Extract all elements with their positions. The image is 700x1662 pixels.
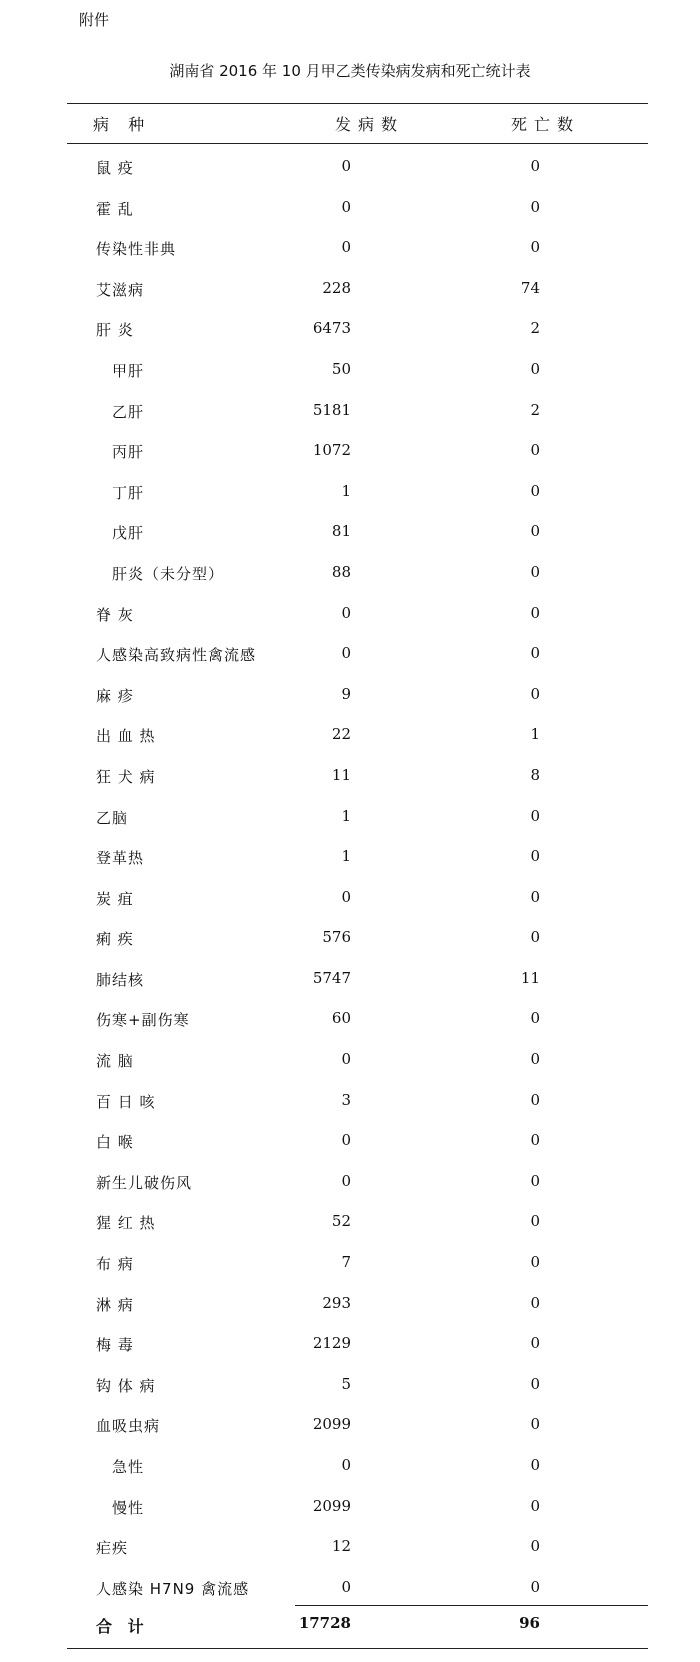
deaths-value: 11 [520, 968, 540, 987]
header-cases: 发病数 [335, 115, 405, 134]
deaths-value: 0 [530, 1496, 540, 1515]
header-rule [67, 143, 648, 144]
deaths-value: 0 [530, 1253, 540, 1272]
deaths-value: 0 [530, 359, 540, 378]
table-row [0, 1283, 700, 1324]
deaths-value: 0 [530, 1577, 540, 1596]
deaths-value: 2 [530, 319, 540, 338]
cases-value: 50 [331, 359, 351, 378]
disease-name: 出 血 热 [96, 727, 156, 746]
deaths-value: 0 [530, 1374, 540, 1393]
cases-value: 12 [331, 1537, 351, 1556]
deaths-value: 0 [530, 157, 540, 175]
disease-name: 猩 红 热 [96, 1214, 156, 1233]
cases-value: 293 [322, 1293, 351, 1312]
deaths-value: 0 [530, 1090, 540, 1109]
cases-value: 9 [341, 684, 351, 703]
cases-value: 7 [341, 1253, 351, 1272]
table-row [0, 390, 700, 431]
disease-name: 流 脑 [96, 1052, 134, 1071]
table-row [0, 268, 700, 309]
deaths-value: 74 [520, 278, 540, 297]
deaths-value: 0 [530, 928, 540, 947]
cases-value: 1 [341, 847, 351, 866]
deaths-value: 0 [530, 441, 540, 460]
table-row [0, 187, 700, 228]
table-row [0, 836, 700, 877]
cases-value: 5747 [312, 968, 351, 987]
cases-value: 2129 [312, 1334, 351, 1353]
table-row [0, 877, 700, 918]
table-row [0, 146, 700, 187]
table-row [0, 1039, 700, 1080]
cases-value: 0 [341, 157, 351, 175]
total-rule [295, 1605, 648, 1606]
disease-name: 炭 疽 [96, 889, 134, 908]
cases-value: 0 [341, 197, 351, 216]
disease-name: 白 喉 [96, 1133, 134, 1152]
cases-value: 576 [322, 928, 351, 947]
table-row [0, 1567, 700, 1608]
table-row [0, 796, 700, 837]
disease-name: 急性 [112, 1458, 145, 1476]
disease-name: 登革热 [96, 849, 145, 868]
disease-name: 新生儿破伤风 [96, 1173, 193, 1192]
table-row [0, 917, 700, 958]
header-deaths: 死亡数 [511, 115, 581, 134]
disease-name: 梅 毒 [96, 1336, 134, 1355]
disease-name: 人感染 H7N9 禽流感 [96, 1579, 250, 1598]
cases-value: 22 [331, 725, 351, 744]
cases-value: 0 [341, 1171, 351, 1190]
deaths-value: 0 [530, 603, 540, 622]
cases-value: 6473 [312, 319, 351, 338]
disease-name: 人感染高致病性禽流感 [96, 646, 257, 665]
cases-value: 88 [331, 562, 351, 581]
disease-name: 脊 灰 [96, 605, 134, 624]
disease-name: 甲肝 [112, 361, 145, 380]
table-row [0, 1404, 700, 1445]
table-row [0, 471, 700, 512]
cases-value: 0 [341, 1050, 351, 1069]
deaths-value: 0 [530, 1131, 540, 1150]
table-title: 湖南省 2016 年 10 月甲乙类传染病发病和死亡统计表 [169, 62, 531, 80]
disease-name: 丁肝 [112, 483, 145, 502]
table-row [0, 998, 700, 1039]
table-body [0, 146, 700, 1607]
cases-value: 11 [331, 765, 351, 784]
deaths-value: 1 [530, 725, 540, 744]
cases-value: 5 [341, 1374, 351, 1393]
disease-name: 伤寒+副伤寒 [96, 1011, 190, 1030]
cases-value: 3 [341, 1090, 351, 1109]
disease-name: 痢 疾 [96, 930, 134, 949]
table-row [0, 308, 700, 349]
cases-value: 0 [341, 603, 351, 622]
disease-name: 霍 乱 [96, 199, 134, 218]
table-row [0, 958, 700, 999]
disease-name: 传染性非典 [96, 240, 177, 259]
disease-name: 淋 病 [96, 1295, 134, 1314]
table-row [0, 755, 700, 796]
cases-value: 0 [341, 644, 351, 663]
cases-value: 1072 [312, 441, 351, 460]
table-row [0, 593, 700, 634]
cases-value: 2099 [312, 1415, 351, 1434]
disease-name: 慢性 [112, 1498, 145, 1517]
deaths-value: 0 [530, 1212, 540, 1231]
table-row [0, 552, 700, 593]
deaths-value: 0 [530, 684, 540, 703]
table-row [0, 1323, 700, 1364]
top-rule [67, 103, 648, 104]
table-row [0, 1201, 700, 1242]
deaths-value: 0 [530, 1415, 540, 1434]
attachment-label: 附件 [79, 11, 110, 29]
table-row [0, 349, 700, 390]
deaths-value: 0 [530, 481, 540, 500]
table-row [0, 1242, 700, 1283]
disease-name: 肝 炎 [96, 321, 134, 340]
table-row [0, 1445, 700, 1486]
disease-name: 丙肝 [112, 443, 145, 462]
deaths-value: 0 [530, 644, 540, 663]
disease-name: 百 日 咳 [96, 1092, 156, 1111]
disease-name: 肺结核 [96, 970, 145, 989]
header-disease: 病 种 [93, 115, 152, 134]
disease-name: 狂 犬 病 [96, 767, 156, 786]
deaths-value: 0 [530, 1334, 540, 1353]
total-deaths: 96 [519, 1614, 540, 1632]
bottom-rule [67, 1648, 648, 1649]
table-row [0, 1161, 700, 1202]
deaths-value: 0 [530, 522, 540, 541]
disease-name: 鼠 疫 [96, 159, 134, 177]
deaths-value: 0 [530, 887, 540, 906]
table-row [0, 227, 700, 268]
total-label: 合 计 [96, 1617, 149, 1636]
table-row [0, 1486, 700, 1527]
deaths-value: 0 [530, 847, 540, 866]
disease-name: 血吸虫病 [96, 1417, 161, 1436]
disease-name: 麻 疹 [96, 686, 134, 705]
cases-value: 2099 [312, 1496, 351, 1515]
deaths-value: 0 [530, 1293, 540, 1312]
table-row [0, 1364, 700, 1405]
disease-name: 乙脑 [96, 808, 129, 827]
disease-name: 肝炎（未分型） [112, 564, 225, 583]
deaths-value: 0 [530, 806, 540, 825]
cases-value: 0 [341, 238, 351, 257]
deaths-value: 0 [530, 1537, 540, 1556]
deaths-value: 2 [530, 400, 540, 419]
cases-value: 228 [322, 278, 351, 297]
deaths-value: 8 [530, 765, 540, 784]
table-row [0, 1080, 700, 1121]
cases-value: 81 [331, 522, 351, 541]
deaths-value: 0 [530, 1456, 540, 1474]
deaths-value: 0 [530, 1171, 540, 1190]
table-row [0, 430, 700, 471]
table-row [0, 1120, 700, 1161]
cases-value: 0 [341, 1456, 351, 1474]
table-row [0, 633, 700, 674]
deaths-value: 0 [530, 1050, 540, 1069]
disease-name: 艾滋病 [96, 280, 145, 299]
disease-name: 戊肝 [112, 524, 145, 543]
cases-value: 52 [331, 1212, 351, 1231]
disease-name: 钩 体 病 [96, 1376, 156, 1395]
table-row [0, 674, 700, 715]
cases-value: 1 [341, 481, 351, 500]
cases-value: 0 [341, 887, 351, 906]
cases-value: 60 [331, 1009, 351, 1028]
cases-value: 0 [341, 1577, 351, 1596]
deaths-value: 0 [530, 197, 540, 216]
table-row [0, 714, 700, 755]
disease-name: 乙肝 [112, 402, 145, 421]
deaths-value: 0 [530, 562, 540, 581]
cases-value: 5181 [312, 400, 351, 419]
disease-name: 疟疾 [96, 1539, 129, 1558]
deaths-value: 0 [530, 238, 540, 257]
cases-value: 1 [341, 806, 351, 825]
deaths-value: 0 [530, 1009, 540, 1028]
disease-name: 布 病 [96, 1255, 134, 1274]
total-row [0, 1612, 700, 1642]
table-row [0, 1526, 700, 1567]
total-cases: 17728 [298, 1614, 351, 1632]
cases-value: 0 [341, 1131, 351, 1150]
table-row [0, 511, 700, 552]
